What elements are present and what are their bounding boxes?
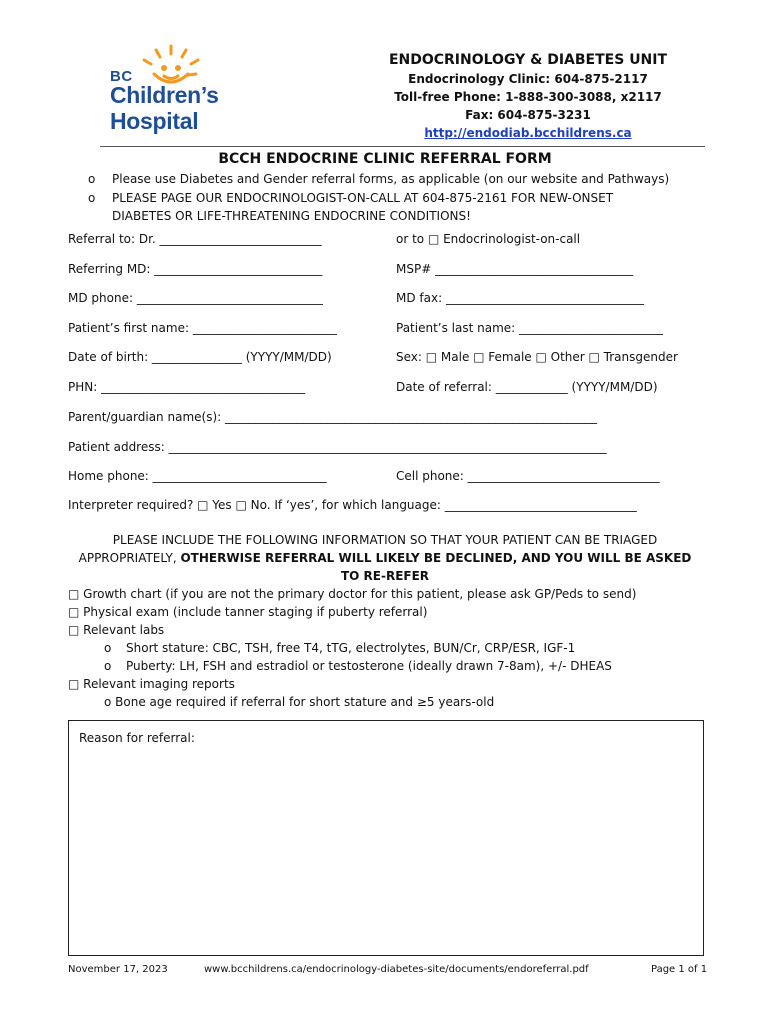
logo-bc-text: BC — [110, 68, 133, 85]
referring-md-field[interactable]: Referring MD: ____________________________ — [68, 262, 323, 276]
imaging-reports-checkbox[interactable]: □ Relevant imaging reports — [68, 677, 235, 691]
tollfree-phone: Toll-free Phone: 1-888-300-3088, x2117 — [394, 90, 662, 104]
include-info-line1: PLEASE INCLUDE THE FOLLOWING INFORMATION SO THAT YOUR PATIENT CAN BE TRIAGED — [112, 533, 658, 547]
patient-first-name-field[interactable]: Patient’s first name: ________________________ — [68, 321, 337, 335]
note-referral-forms: Please use Diabetes and Gender referral forms, as applicable (on our website and Pathways) — [112, 172, 670, 186]
website-link-row — [368, 126, 688, 140]
footer-page-number: Page 1 of 1 — [651, 964, 708, 975]
bullet-marker: o — [88, 191, 96, 205]
unit-title: ENDOCRINOLOGY & DIABETES UNIT — [388, 52, 668, 68]
sex-checkboxes[interactable]: Sex: □ Male □ Female □ Other □ Transgender — [396, 350, 678, 364]
logo-childrens-text: Children’s — [110, 82, 219, 108]
footer-url: www.bcchildrens.ca/endocrinology-diabetes-site/documents/endoreferral.pdf — [204, 964, 589, 975]
puberty-labs: Puberty: LH, FSH and estradiol or testosterone (ideally drawn 7-8am), +/- DHEAS — [126, 659, 612, 673]
date-of-referral-field[interactable]: Date of referral: ____________ (YYYY/MM/DD) — [396, 380, 658, 394]
logo-hospital-text: Hospital — [110, 108, 199, 134]
reason-for-referral-box[interactable] — [68, 720, 704, 956]
header-divider — [100, 146, 705, 147]
phn-field[interactable]: PHN: __________________________________ — [68, 380, 306, 394]
note-page-oncall-1: PLEASE PAGE OUR ENDOCRINOLOGIST-ON-CALL AT 604-875-2161 FOR NEW-ONSET — [112, 191, 614, 205]
bullet-marker: o — [104, 641, 112, 655]
date-of-birth-field[interactable]: Date of birth: _______________ (YYYY/MM/DD) — [68, 350, 332, 364]
md-fax-field[interactable]: MD fax: _________________________________ — [396, 291, 644, 305]
include-appropriately: APPROPRIATELY, — [78, 551, 177, 565]
bc-childrens-hospital-logo — [110, 48, 240, 140]
patient-last-name-field[interactable]: Patient’s last name: ________________________ — [396, 321, 664, 335]
msp-field[interactable]: MSP# _________________________________ — [396, 262, 634, 276]
footer-date: November 17, 2023 — [68, 964, 168, 975]
reason-for-referral-label: Reason for referral: — [79, 731, 195, 745]
bullet-marker: o — [104, 659, 112, 673]
form-title: BCCH ENDOCRINE CLINIC REFERRAL FORM — [218, 151, 552, 167]
re-refer-warning: TO RE-REFER — [340, 569, 430, 583]
growth-chart-checkbox[interactable]: □ Growth chart (if you are not the primary doctor for this patient, please ask GP/Peds to send) — [68, 587, 637, 601]
short-stature-labs: Short stature: CBC, TSH, free T4, tTG, electrolytes, BUN/Cr, CRP/ESR, IGF-1 — [126, 641, 576, 655]
relevant-labs-checkbox[interactable]: □ Relevant labs — [68, 623, 165, 637]
interpreter-field[interactable]: Interpreter required? □ Yes □ No. If ‘yes’, for which language: ________________________________ — [68, 498, 637, 512]
home-phone-field[interactable]: Home phone: _____________________________ — [68, 469, 327, 483]
note-page-oncall-2: DIABETES OR LIFE-THREATENING ENDOCRINE CONDITIONS! — [112, 209, 471, 223]
referral-to-field[interactable]: Referral to: Dr. ___________________________ — [68, 232, 322, 246]
endocrinologist-on-call-checkbox[interactable]: or to □ Endocrinologist-on-call — [396, 232, 581, 246]
website-link[interactable]: http://endodiab.bcchildrens.ca — [424, 126, 632, 140]
cell-phone-field[interactable]: Cell phone: ________________________________ — [396, 469, 660, 483]
md-phone-field[interactable]: MD phone: _______________________________ — [68, 291, 323, 305]
physical-exam-checkbox[interactable]: □ Physical exam (include tanner staging if puberty referral) — [68, 605, 428, 619]
fax-number: Fax: 604-875-3231 — [465, 108, 591, 122]
include-info-line2 — [70, 549, 700, 567]
bone-age-note: o Bone age required if referral for short stature and ≥5 years-old — [104, 695, 495, 709]
patient-address-field[interactable]: Patient address: _________________________________________________________________________ — [68, 440, 607, 454]
bullet-marker: o — [88, 172, 96, 186]
declined-warning: OTHERWISE REFERRAL WILL LIKELY BE DECLINED, AND YOU WILL BE ASKED — [180, 551, 692, 565]
clinic-phone: Endocrinology Clinic: 604-875-2117 — [408, 72, 648, 86]
parent-guardian-field[interactable]: Parent/guardian name(s): ______________________________________________________________ — [68, 410, 597, 424]
